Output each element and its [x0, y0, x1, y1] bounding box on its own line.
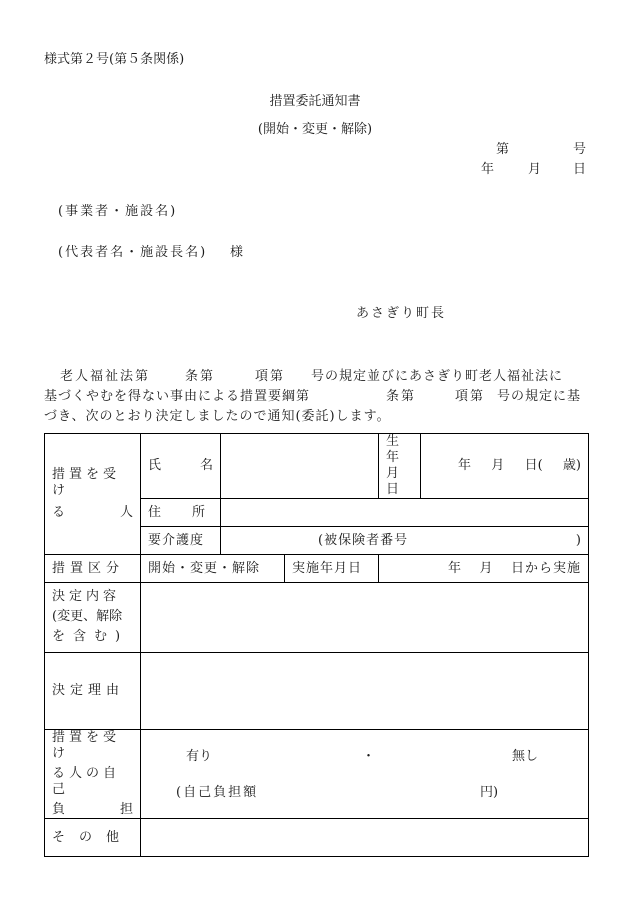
name-value-cell[interactable]	[221, 434, 379, 499]
impl-date-value-cell[interactable]	[379, 555, 589, 583]
date-day: 日	[573, 162, 587, 177]
person-header-line2	[52, 505, 133, 521]
care-level-value-cell[interactable]	[221, 527, 589, 555]
burden-label-line1: 措置を受け	[52, 730, 121, 761]
body-line2-a: 基づくやむを得ない事由による措置要綱第	[44, 389, 311, 404]
insured-number-close: )	[575, 532, 581, 548]
other-label-cell	[45, 819, 141, 857]
person-name-row	[45, 434, 589, 499]
impl-month: 月	[479, 560, 493, 576]
name-label-b: 名	[199, 458, 213, 473]
form-number: 様式第２号(第５条関係)	[44, 52, 185, 67]
birthdate-label-cell	[379, 434, 421, 499]
category-label: 措置区分	[52, 560, 125, 576]
other-value-cell[interactable]	[141, 819, 589, 857]
birth-year: 年	[458, 458, 472, 473]
care-level-label-cell	[141, 527, 221, 555]
document-title: 措置委託通知書	[269, 94, 361, 109]
birthdate-label: 生年月日	[386, 434, 401, 497]
category-row	[45, 555, 589, 583]
burden-separator: ・	[362, 749, 376, 764]
body-line2-b: 条第	[386, 389, 417, 404]
birth-age: 歳)	[562, 458, 581, 473]
doc-number-prefix: 第	[496, 142, 510, 157]
birthdate-value-cell[interactable]	[421, 434, 589, 499]
date-year: 年	[481, 162, 495, 177]
burden-value-cell[interactable]	[141, 730, 589, 819]
business-name-label: (事業者・施設名)	[58, 204, 178, 219]
body-line3: づき、次のとおり決定しましたので通知(委託)します。	[44, 409, 391, 424]
body-line1-d: 号の規定並びにあさぎり町老人福祉法に	[311, 369, 564, 384]
reason-value-cell[interactable]	[141, 653, 589, 730]
reason-row	[45, 653, 589, 730]
category-value: 開始・変更・解除	[148, 560, 261, 576]
burden-amount-close: 円)	[480, 785, 499, 800]
reason-label: 決定理由	[52, 683, 125, 698]
body-line2-c: 項第	[455, 389, 486, 404]
person-header-line1	[52, 467, 133, 499]
document-subtitle: (開始・変更・解除)	[257, 122, 373, 137]
representative-label: (代表者名・施設長名)	[58, 245, 208, 260]
decision-label-line2: (変更、解除	[52, 609, 123, 624]
measure-form-table	[44, 433, 589, 857]
person-header-ru: る	[52, 505, 66, 520]
insured-number-open: (被保険者番号	[318, 532, 409, 548]
body-line2-d: 号の規定に基	[497, 389, 582, 404]
sender-mayor: あさぎり町長	[356, 306, 447, 321]
date-month: 月	[528, 162, 542, 177]
name-label-a: 氏	[148, 458, 162, 473]
decision-value-cell[interactable]	[141, 583, 589, 653]
decision-label-cell	[45, 583, 141, 653]
decision-label-line3: を含む)	[52, 629, 129, 644]
burden-label-fu: 負	[52, 802, 66, 817]
burden-label-tan: 担	[119, 802, 133, 817]
birth-day: 日(	[524, 458, 543, 473]
other-row	[45, 819, 589, 857]
reason-label-cell	[45, 653, 141, 730]
other-label: その他	[52, 829, 134, 845]
doc-number-suffix: 号	[573, 142, 587, 157]
burden-label-cell	[45, 730, 141, 819]
decision-row	[45, 583, 589, 653]
impl-suffix: 日から実施	[510, 560, 581, 576]
burden-label-line2: る人の自己	[52, 766, 121, 797]
burden-yes-option[interactable]: 有り	[186, 749, 213, 764]
burden-no-option[interactable]: 無し	[512, 749, 539, 764]
address-label-cell	[141, 499, 221, 527]
honorific: 様	[230, 245, 244, 260]
impl-year: 年	[448, 560, 462, 576]
name-label-cell	[141, 434, 221, 499]
impl-date-label: 実施年月日	[292, 560, 363, 576]
impl-date-label-cell	[285, 555, 379, 583]
category-value-cell	[141, 555, 285, 583]
burden-row	[45, 730, 589, 819]
care-level-label: 要介護度	[148, 532, 205, 548]
birth-month: 月	[491, 458, 505, 473]
decision-label-line1: 決定内容	[52, 589, 121, 604]
body-line1-b: 条第	[185, 369, 216, 384]
burden-value-inner	[148, 741, 581, 807]
person-header-cell	[45, 434, 141, 555]
address-label-b: 所	[191, 504, 205, 520]
person-header-text1: 措置を受け	[52, 467, 121, 498]
body-line1-c: 項第	[255, 369, 286, 384]
burden-label-line3	[52, 802, 133, 818]
category-label-cell	[45, 555, 141, 583]
person-header-hito: 人	[119, 505, 133, 520]
address-label-a: 住	[148, 504, 162, 520]
address-value-cell[interactable]	[221, 499, 589, 527]
burden-amount-open: (自己負担額	[176, 785, 259, 800]
body-line1-a: 老人福祉法第	[60, 369, 151, 384]
